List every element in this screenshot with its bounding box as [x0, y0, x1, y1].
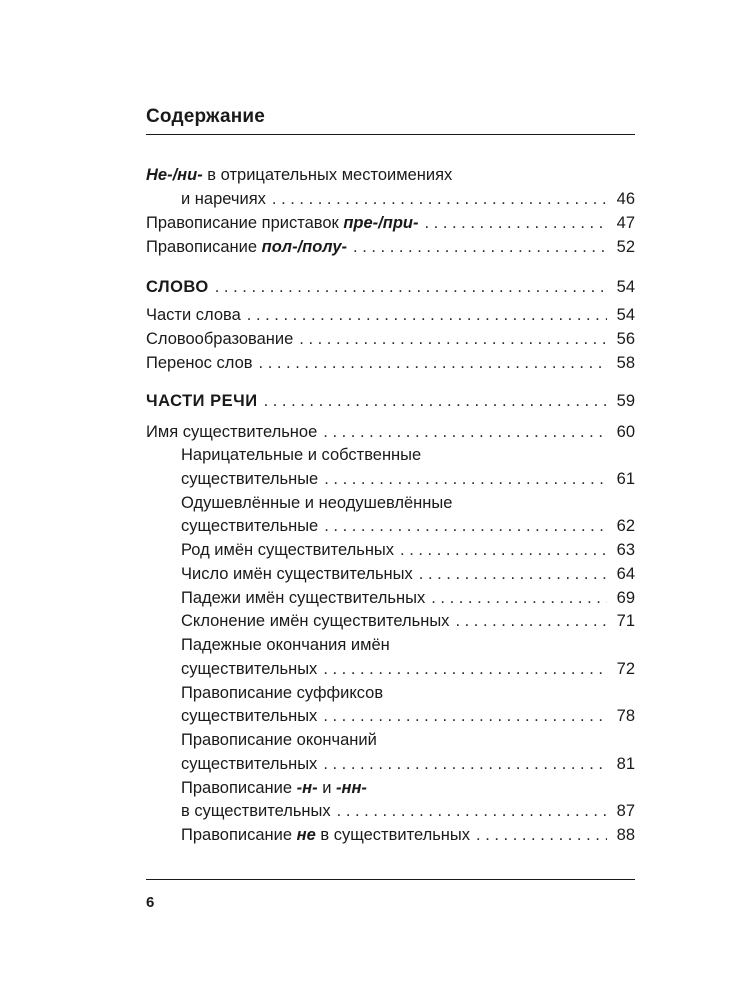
toc-entry-title: [146, 235, 347, 259]
leader-dots: [455, 609, 607, 633]
toc-entry-title: существительных: [181, 755, 318, 773]
toc-entry-title: Падежные окончания имён: [181, 636, 390, 654]
toc-subentry: [181, 728, 635, 752]
toc-page-number: 58: [616, 354, 635, 372]
leader-dots: [324, 467, 607, 491]
toc-entry: [146, 351, 635, 375]
toc-page-number: 52: [616, 238, 635, 256]
toc-entry-title: Число имён существительных: [181, 565, 413, 583]
toc-entry-text: Правописание: [146, 238, 262, 256]
toc-entry-text: Правописание: [181, 826, 297, 844]
page-title: Содержание: [146, 106, 266, 127]
toc-page-number: 78: [616, 707, 635, 725]
leader-dots: [476, 823, 607, 847]
toc-page-number: 87: [616, 802, 635, 820]
toc-entry-title: Части слова: [146, 306, 241, 324]
toc-entry-title: Перенос слов: [146, 354, 253, 372]
toc-page-number: 56: [616, 330, 635, 348]
toc-entry-emphasis: пол-/полу-: [261, 238, 348, 256]
toc-subentry: [181, 704, 635, 728]
toc-subentry: [181, 657, 635, 681]
leader-dots: [264, 389, 607, 413]
toc-entry-title: в существительных: [181, 802, 331, 820]
toc-page-number: 60: [616, 423, 635, 441]
toc-entry: [146, 235, 635, 259]
leader-dots: [419, 562, 607, 586]
toc-entry: [146, 327, 635, 351]
toc-page-number: 54: [616, 278, 635, 296]
toc-page-number: 47: [616, 214, 635, 232]
leader-dots: [323, 420, 607, 444]
toc-entry: [146, 211, 635, 235]
toc-entry: [146, 163, 635, 187]
toc-entry-title: Склонение имён существительных: [181, 612, 450, 630]
toc-entry: [146, 420, 635, 444]
toc-entry-emphasis: пре-/при-: [343, 214, 419, 232]
toc-subentry: [181, 467, 635, 491]
leader-dots: [299, 327, 607, 351]
toc-subentry: [181, 752, 635, 776]
toc-subentry: [181, 776, 635, 800]
toc-section: [146, 275, 635, 299]
toc-page: [146, 0, 635, 1000]
toc-entry: [181, 187, 635, 211]
toc-subentry: [181, 443, 635, 467]
leader-dots: [215, 275, 607, 299]
toc-page-number: 54: [616, 306, 635, 324]
toc-entry-text: Правописание: [181, 779, 297, 797]
toc-entry-text: и: [317, 779, 336, 797]
toc-page-number: 71: [616, 612, 635, 630]
toc-page-number: 72: [616, 660, 635, 678]
toc-entry-title: и наречиях: [181, 190, 266, 208]
toc-page-number: 59: [616, 392, 635, 410]
toc-entry-text: в отрицательных местоимениях: [202, 166, 453, 184]
leader-dots: [400, 538, 607, 562]
leader-dots: [424, 211, 607, 235]
toc-entry-title: существительные: [181, 470, 319, 488]
toc-page-number: 88: [616, 826, 635, 844]
toc-entry-title: Правописание окончаний: [181, 731, 377, 749]
leader-dots: [247, 303, 607, 327]
leader-dots: [323, 752, 607, 776]
toc-subentry: [181, 586, 635, 610]
toc-entry-title: [146, 211, 418, 235]
toc-entry-title: Род имён существительных: [181, 541, 395, 559]
table-of-contents: [146, 0, 635, 1000]
leader-dots: [272, 187, 607, 211]
toc-page-number: 61: [616, 470, 635, 488]
leader-dots: [337, 799, 607, 823]
toc-subentry: [181, 538, 635, 562]
toc-subentry: [181, 799, 635, 823]
toc-subentry: [181, 823, 635, 847]
toc-entry-title: Одушевлённые и неодушевлённые: [181, 494, 453, 512]
toc-entry-title: Падежи имён существительных: [181, 589, 426, 607]
toc-page-number: 62: [616, 517, 635, 535]
toc-entry-title: [181, 823, 470, 847]
toc-subentry: [181, 562, 635, 586]
toc-section-title: СЛОВО: [146, 278, 209, 296]
leader-dots: [323, 704, 607, 728]
toc-entry-title: Нарицательные и собственные: [181, 446, 422, 464]
toc-entry-title: Имя существительное: [146, 423, 318, 441]
leader-dots: [323, 657, 607, 681]
toc-entry-title: существительные: [181, 517, 319, 535]
toc-entry-emphasis: -нн-: [336, 779, 367, 797]
leader-dots: [259, 351, 607, 375]
toc-page-number: 81: [616, 755, 635, 773]
toc-subentry: [181, 491, 635, 515]
toc-subentry: [181, 514, 635, 538]
toc-subentry: [181, 633, 635, 657]
toc-entry-title: [181, 776, 367, 800]
toc-entry: [146, 303, 635, 327]
footer-rule: [146, 879, 635, 880]
toc-page-number: 46: [616, 190, 635, 208]
toc-entry-emphasis: -н-: [296, 779, 318, 797]
toc-entry-title: существительных: [181, 707, 318, 725]
toc-subentry: [181, 609, 635, 633]
toc-page-number: 63: [616, 541, 635, 559]
toc-entry-title: существительных: [181, 660, 318, 678]
leader-dots: [324, 514, 607, 538]
page-number: 6: [146, 894, 155, 911]
toc-entry-text: Правописание приставок: [146, 214, 344, 232]
toc-page-number: 64: [616, 565, 635, 583]
toc-page-number: 69: [616, 589, 635, 607]
toc-subentry: [181, 681, 635, 705]
leader-dots: [431, 586, 607, 610]
toc-entry-title: Правописание суффиксов: [181, 684, 384, 702]
leader-dots: [353, 235, 607, 259]
toc-entry-title: [146, 163, 452, 187]
toc-entry-emphasis: не: [296, 826, 316, 844]
toc-entry-title: Словообразование: [146, 330, 294, 348]
toc-entry-emphasis: Не-/ни-: [146, 166, 203, 184]
toc-entry-text: в существительных: [315, 826, 471, 844]
toc-section: [146, 389, 635, 413]
toc-section-title: ЧАСТИ РЕЧИ: [146, 392, 258, 410]
